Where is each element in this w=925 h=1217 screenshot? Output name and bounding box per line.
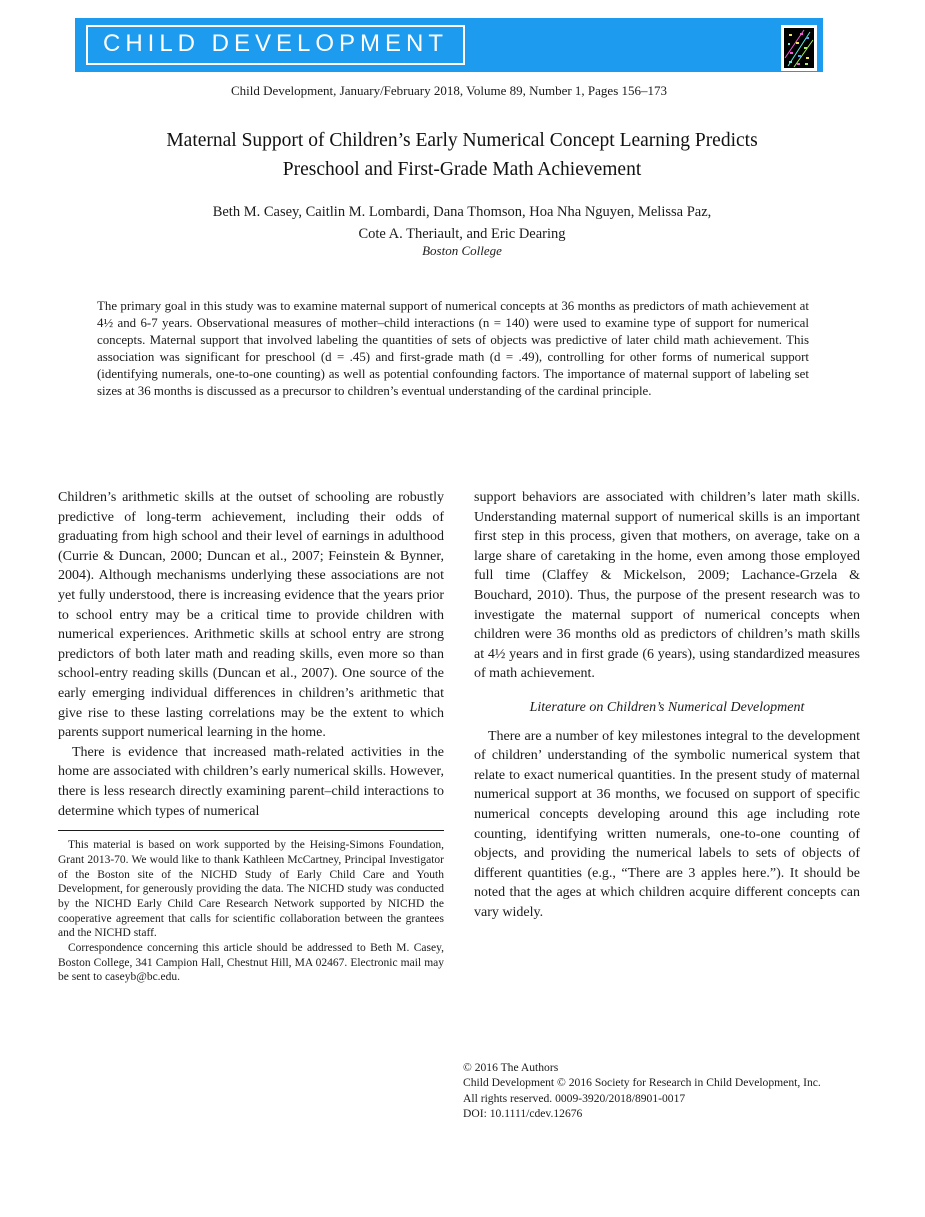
article-title-line-2: Preschool and First-Grade Math Achievement — [282, 159, 642, 180]
footnote-correspondence: Correspondence concerning this article should be addressed to Beth M. Casey, Boston College, 341 Campion Hall, Chestnut Hill, MA 02467. Electronic mail may be sent to caseyb@bc.edu. — [58, 942, 444, 984]
copyright-line-1: © 2016 The Authors — [463, 1061, 559, 1074]
footnote-acknowledgment: This material is based on work supported by the Heising-Simons Foundation, Grant 2013-70. We would like to thank Kathleen McCartney, Principal Investigator of the Boston site of the NICHD Study of Early Child Care and Youth Development, for generously providing the data. The NICHD study was conducted by the NICHD Early Child Care Research Network supported by NICHD the cooperative agreement that calls for scientific collaboration between the grantees and the NICHD staff. — [58, 839, 444, 940]
journal-title-box — [86, 25, 465, 65]
article-title-line-1: Maternal Support of Children’s Early Numerical Concept Learning Predicts — [166, 130, 758, 151]
affiliation: Boston College — [422, 243, 502, 258]
footnote-block — [58, 830, 444, 985]
journal-name: CHILD DEVELOPMENT — [103, 30, 449, 57]
article-title — [62, 126, 862, 184]
left-paragraph-1: Children’s arithmetic skills at the outset of schooling are robustly predictive of long-term achievement, including their odds of graduating from high school and their level of earnings in adulthood (Currie & Duncan, 2000; Duncan et al., 2007; Feinstein & Bynner, 2004). Although mechanisms underlying these associations are not yet fully understood, there is increasing evidence that the years prior to school entry may be a critical time to provide children with numerical experiences. Arithmetic skills at school entry are strong predictors of both later math and reading skills, even more so than school-entry reading skills (Duncan et al., 2007). One source of the early emerging individual differences in children’s arithmetic that give rise to these lasting correlations may be the extent to which parents support numerical learning in the home. — [58, 490, 444, 741]
copyright-line-4: DOI: 10.1111/cdev.12676 — [463, 1107, 583, 1121]
copyright-block — [463, 1060, 863, 1122]
copyright-line-3: All rights reserved. 0009-3920/2018/8901-0017 — [463, 1091, 686, 1105]
author-list — [62, 201, 862, 245]
right-paragraph-1: support behaviors are associated with children’s later math skills. Understanding maternal support of numerical skills is an important first step in this process, given that mothers, on average, take on a large share of caretaking in the home, even among those employed full time (Claffey & Mickelson, 2009; Lachance-Grzela & Bouchard, 2010). Thus, the purpose of the present research was to investigate the maternal support of numerical concepts when children were 36 months old as predictors of children’s math skills at 4½ years and in first grade (6 years), using standardized measures of math achievement. — [474, 490, 860, 682]
copyright-line-2: Child Development © 2016 Society for Research in Child Development, Inc. — [463, 1076, 821, 1090]
section-heading-literature: Literature on Children’s Numerical Development — [529, 699, 805, 715]
abstract: The primary goal in this study was to examine maternal support of numerical concepts at 36 months as predictors of math achievement at 4½ and 6-7 years. Observational measures of mother–child interactions (n = 140) were used to examine type of support for numerical concepts. Maternal support that involved labeling the quantities of sets of objects was predictive of later child math achievement. This association was significant for preschool (d = .45) and first-grade math (d = .49), controlling for other forms of numerical support (identifying numerals, one-to-one counting) as well as potential confounding factors. The importance of maternal support of labeling set sizes at 36 months is discussed as a precursor to children’s eventual understanding of the cardinal principle. — [97, 299, 809, 399]
right-column — [474, 488, 860, 985]
journal-banner — [75, 18, 823, 72]
body-columns — [58, 488, 860, 985]
citation-line: Child Development, January/February 2018, Volume 89, Number 1, Pages 156–173 — [230, 83, 668, 98]
left-column — [58, 488, 444, 985]
left-paragraph-2: There is evidence that increased math-related activities in the home are associated with children’s early numerical skills. However, there is less research directly examining parent–child interactions to determine which types of numerical — [58, 744, 444, 819]
author-line-1: Beth M. Casey, Caitlin M. Lombardi, Dana Thomson, Hoa Nha Nguyen, Melissa Paz, — [212, 204, 712, 220]
journal-logo-icon — [781, 25, 817, 71]
right-paragraph-2: There are a number of key milestones integral to the development of children’ understanding of the symbolic numerical system that relate to exact numerical quantities. In the present study of maternal numerical support at 36 months, we focused on support of specific numerical concepts developing around this age including rote counting, identifying written numerals, one-to-one counting of objects, and providing the numerical labels to sets of objects of different quantities (e.g., “There are 3 apples here.”). It should be noted that the ages at which children acquire different concepts can vary widely. — [474, 728, 860, 920]
author-line-2: Cote A. Theriault, and Eric Dearing — [358, 226, 566, 242]
